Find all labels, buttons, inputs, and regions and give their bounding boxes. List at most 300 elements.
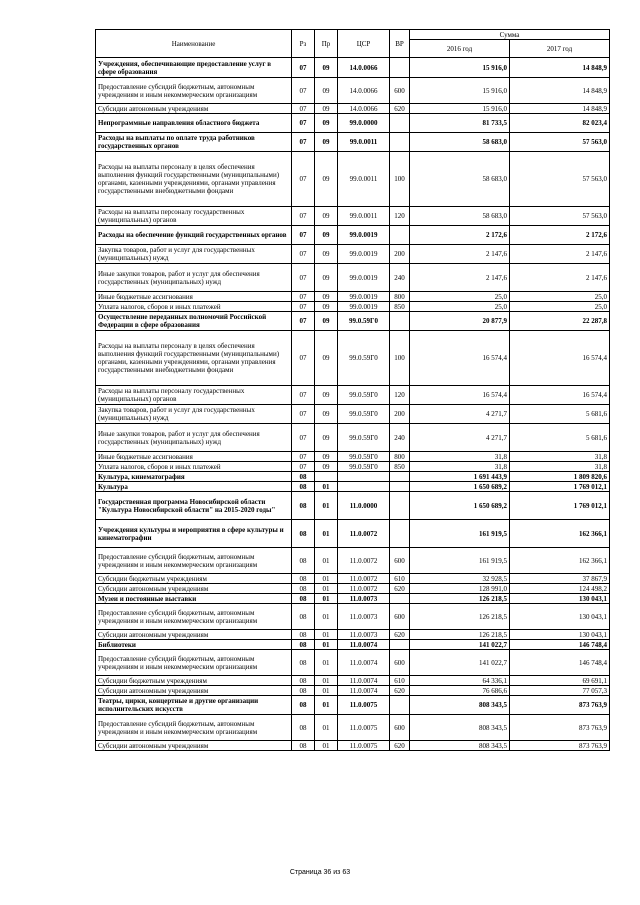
table-row (96, 386, 610, 405)
row-vr (390, 472, 410, 482)
row-vr: 240 (390, 424, 410, 452)
table-row (96, 650, 610, 676)
header-year-2016: 2016 год (410, 40, 510, 58)
row-name: Библиотеки (96, 640, 292, 650)
row-csr: 99.0.0019 (338, 226, 390, 245)
row-name: Субсидии автономным учреждениям (96, 630, 292, 640)
row-vr: 100 (390, 331, 410, 386)
table-row (96, 715, 610, 741)
row-rz: 08 (292, 594, 315, 604)
row-vr (390, 114, 410, 133)
row-sum-2017: 31,8 (510, 462, 610, 472)
row-sum-2017: 873 763,9 (510, 715, 610, 741)
row-csr: 11.0.0072 (338, 548, 390, 574)
row-name: Культура, кинематография (96, 472, 292, 482)
table-row (96, 226, 610, 245)
row-csr: 99.0.0011 (338, 207, 390, 226)
row-sum-2016: 126 218,5 (410, 594, 510, 604)
row-sum-2016: 15 916,0 (410, 58, 510, 78)
row-name: Предоставление субсидий бюджетным, автономным учреждениям и иным некоммерческим организациям (96, 548, 292, 574)
row-csr: 11.0.0073 (338, 604, 390, 630)
row-vr: 800 (390, 452, 410, 462)
row-name: Осуществление переданных полномочий Российской Федерации в сфере образования (96, 312, 292, 331)
row-sum-2017: 22 287,8 (510, 312, 610, 331)
row-sum-2017: 57 563,0 (510, 133, 610, 152)
table-row (96, 594, 610, 604)
row-sum-2016: 64 336,1 (410, 676, 510, 686)
row-pr: 09 (315, 386, 338, 405)
table-row (96, 114, 610, 133)
table-row (96, 245, 610, 264)
row-sum-2017: 146 748,4 (510, 640, 610, 650)
row-name: Субсидии бюджетным учреждениям (96, 676, 292, 686)
row-name: Иные закупки товаров, работ и услуг для обеспечения государственных (муниципальных) нужд (96, 264, 292, 292)
row-sum-2017: 16 574,4 (510, 331, 610, 386)
row-vr (390, 482, 410, 492)
row-sum-2017: 5 681,6 (510, 405, 610, 424)
row-name: Государственная программа Новосибирской области "Культура Новосибирской области" на 2015-2020 годы" (96, 492, 292, 520)
row-csr (338, 482, 390, 492)
row-csr: 99.0.59Г0 (338, 462, 390, 472)
row-rz: 07 (292, 78, 315, 104)
row-sum-2016: 141 022,7 (410, 640, 510, 650)
row-csr: 11.0.0000 (338, 492, 390, 520)
row-vr: 620 (390, 630, 410, 640)
row-sum-2017: 2 147,6 (510, 245, 610, 264)
row-vr: 610 (390, 676, 410, 686)
row-name: Субсидии автономным учреждениям (96, 686, 292, 696)
row-pr: 01 (315, 676, 338, 686)
row-name: Учреждения культуры и мероприятия в сфере культуры и кинематографии (96, 520, 292, 548)
row-pr: 01 (315, 640, 338, 650)
row-sum-2016: 76 686,6 (410, 686, 510, 696)
row-rz: 07 (292, 114, 315, 133)
row-sum-2016: 81 733,5 (410, 114, 510, 133)
row-rz: 08 (292, 482, 315, 492)
row-rz: 08 (292, 696, 315, 715)
row-name: Закупка товаров, работ и услуг для государственных (муниципальных) нужд (96, 245, 292, 264)
row-sum-2016: 58 683,0 (410, 133, 510, 152)
row-vr: 600 (390, 650, 410, 676)
row-pr: 01 (315, 741, 338, 751)
row-name: Иные закупки товаров, работ и услуг для обеспечения государственных (муниципальных) нужд (96, 424, 292, 452)
row-csr: 11.0.0075 (338, 741, 390, 751)
row-pr: 09 (315, 312, 338, 331)
row-vr (390, 226, 410, 245)
table-row (96, 472, 610, 482)
row-name: Расходы на выплаты по оплате труда работников государственных органов (96, 133, 292, 152)
row-pr: 01 (315, 650, 338, 676)
row-sum-2017: 162 366,1 (510, 548, 610, 574)
row-pr: 09 (315, 424, 338, 452)
row-rz: 08 (292, 640, 315, 650)
row-csr: 11.0.0074 (338, 676, 390, 686)
row-csr: 14.0.0066 (338, 58, 390, 78)
header-rz: Рз (292, 30, 315, 58)
row-name: Субсидии автономным учреждениям (96, 584, 292, 594)
row-sum-2017: 1 769 012,1 (510, 492, 610, 520)
row-csr: 11.0.0072 (338, 584, 390, 594)
row-csr: 11.0.0072 (338, 520, 390, 548)
row-name: Расходы на выплаты персоналу в целях обеспечения выполнения функций государственными (муниципальными) органами, казенными учреждениями, органами управления государственными внебюджетными фондами (96, 331, 292, 386)
row-sum-2017: 124 498,2 (510, 584, 610, 594)
table-row (96, 696, 610, 715)
row-sum-2016: 2 147,6 (410, 245, 510, 264)
row-pr: 09 (315, 264, 338, 292)
row-csr: 14.0.0066 (338, 78, 390, 104)
row-csr: 99.0.59Г0 (338, 386, 390, 405)
row-rz: 07 (292, 133, 315, 152)
row-pr: 09 (315, 104, 338, 114)
header-sum: Сумма (410, 30, 610, 40)
row-rz: 08 (292, 630, 315, 640)
row-name: Уплата налогов, сборов и иных платежей (96, 302, 292, 312)
row-rz: 08 (292, 492, 315, 520)
row-sum-2016: 808 343,5 (410, 696, 510, 715)
table-row (96, 152, 610, 207)
row-rz: 07 (292, 452, 315, 462)
row-rz: 07 (292, 152, 315, 207)
row-name: Субсидии автономным учреждениям (96, 741, 292, 751)
row-rz: 08 (292, 604, 315, 630)
table-body (96, 58, 610, 751)
row-sum-2016: 4 271,7 (410, 424, 510, 452)
row-csr: 99.0.0011 (338, 133, 390, 152)
row-sum-2016: 32 928,5 (410, 574, 510, 584)
row-csr: 11.0.0073 (338, 594, 390, 604)
row-vr: 120 (390, 386, 410, 405)
table-row (96, 640, 610, 650)
row-sum-2016: 1 691 443,9 (410, 472, 510, 482)
table-row (96, 574, 610, 584)
row-rz: 08 (292, 715, 315, 741)
row-rz: 07 (292, 424, 315, 452)
table-row (96, 630, 610, 640)
row-pr: 09 (315, 58, 338, 78)
row-sum-2017: 1 809 820,6 (510, 472, 610, 482)
row-pr: 01 (315, 630, 338, 640)
row-name: Предоставление субсидий бюджетным, автономным учреждениям и иным некоммерческим организациям (96, 715, 292, 741)
row-vr: 240 (390, 264, 410, 292)
header-name: Наименование (96, 30, 292, 58)
row-pr: 09 (315, 292, 338, 302)
table-row (96, 264, 610, 292)
header-vr: ВР (390, 30, 410, 58)
row-vr (390, 640, 410, 650)
table-row (96, 78, 610, 104)
row-name: Расходы на выплаты персоналу в целях обеспечения выполнения функций государственными (муниципальными) органами, казенными учреждениями, органами управления государственными внебюджетными фондами (96, 152, 292, 207)
row-csr: 99.0.0011 (338, 152, 390, 207)
row-sum-2016: 161 919,5 (410, 548, 510, 574)
row-pr: 09 (315, 452, 338, 462)
table-row (96, 482, 610, 492)
row-sum-2016: 58 683,0 (410, 152, 510, 207)
row-sum-2016: 16 574,4 (410, 331, 510, 386)
row-pr: 01 (315, 548, 338, 574)
row-rz: 08 (292, 472, 315, 482)
row-name: Закупка товаров, работ и услуг для государственных (муниципальных) нужд (96, 405, 292, 424)
row-sum-2017: 57 563,0 (510, 207, 610, 226)
row-name: Расходы на выплаты персоналу государственных (муниципальных) органов (96, 207, 292, 226)
row-sum-2017: 14 848,9 (510, 58, 610, 78)
row-csr: 99.0.0019 (338, 292, 390, 302)
row-sum-2016: 2 172,6 (410, 226, 510, 245)
table-row (96, 331, 610, 386)
row-vr: 100 (390, 152, 410, 207)
row-csr: 11.0.0074 (338, 640, 390, 650)
row-sum-2016: 25,0 (410, 292, 510, 302)
table-row (96, 424, 610, 452)
row-pr: 09 (315, 78, 338, 104)
header-pr: Пр (315, 30, 338, 58)
row-name: Предоставление субсидий бюджетным, автономным учреждениям и иным некоммерческим организациям (96, 604, 292, 630)
row-vr: 850 (390, 302, 410, 312)
row-csr: 99.0.0019 (338, 245, 390, 264)
row-sum-2017: 16 574,4 (510, 386, 610, 405)
page-footer: Страница 36 из 63 (289, 869, 351, 876)
row-pr: 01 (315, 482, 338, 492)
row-sum-2016: 141 022,7 (410, 650, 510, 676)
table-row (96, 492, 610, 520)
row-sum-2017: 2 147,6 (510, 264, 610, 292)
row-rz: 07 (292, 207, 315, 226)
row-name: Иные бюджетные ассигнования (96, 292, 292, 302)
row-rz: 07 (292, 331, 315, 386)
row-rz: 07 (292, 302, 315, 312)
row-vr (390, 312, 410, 331)
table-row (96, 548, 610, 574)
row-rz: 07 (292, 264, 315, 292)
row-vr: 600 (390, 548, 410, 574)
row-name: Иные бюджетные ассигнования (96, 452, 292, 462)
row-sum-2017: 57 563,0 (510, 152, 610, 207)
row-vr: 800 (390, 292, 410, 302)
row-vr: 620 (390, 104, 410, 114)
row-vr: 600 (390, 604, 410, 630)
row-csr: 99.0.0000 (338, 114, 390, 133)
row-name: Учреждения, обеспечивающие предоставление услуг в сфере образования (96, 58, 292, 78)
row-rz: 08 (292, 574, 315, 584)
row-sum-2016: 161 919,5 (410, 520, 510, 548)
row-pr: 01 (315, 574, 338, 584)
table-row (96, 520, 610, 548)
row-name: Непрограммные направления областного бюджета (96, 114, 292, 133)
table-row (96, 292, 610, 302)
table-row (96, 741, 610, 751)
row-sum-2017: 5 681,6 (510, 424, 610, 452)
row-sum-2017: 873 763,9 (510, 696, 610, 715)
row-vr: 610 (390, 574, 410, 584)
row-sum-2017: 2 172,6 (510, 226, 610, 245)
row-vr: 200 (390, 245, 410, 264)
row-csr: 11.0.0074 (338, 686, 390, 696)
row-csr (338, 472, 390, 482)
row-rz: 07 (292, 462, 315, 472)
row-rz: 07 (292, 405, 315, 424)
row-pr (315, 472, 338, 482)
row-pr: 01 (315, 696, 338, 715)
row-rz: 08 (292, 676, 315, 686)
row-rz: 08 (292, 548, 315, 574)
row-name: Субсидии бюджетным учреждениям (96, 574, 292, 584)
header-year-2017: 2017 год (510, 40, 610, 58)
row-rz: 08 (292, 741, 315, 751)
row-vr: 200 (390, 405, 410, 424)
table-row (96, 58, 610, 78)
row-pr: 09 (315, 245, 338, 264)
row-vr: 600 (390, 715, 410, 741)
row-sum-2017: 25,0 (510, 292, 610, 302)
row-rz: 07 (292, 312, 315, 331)
row-sum-2016: 20 877,9 (410, 312, 510, 331)
row-vr: 620 (390, 741, 410, 751)
row-sum-2016: 15 916,0 (410, 78, 510, 104)
row-csr: 11.0.0075 (338, 696, 390, 715)
row-csr: 11.0.0072 (338, 574, 390, 584)
row-sum-2016: 25,0 (410, 302, 510, 312)
row-sum-2016: 126 218,5 (410, 604, 510, 630)
row-sum-2016: 2 147,6 (410, 264, 510, 292)
table-row (96, 452, 610, 462)
row-sum-2017: 146 748,4 (510, 650, 610, 676)
row-vr (390, 133, 410, 152)
row-sum-2017: 77 057,3 (510, 686, 610, 696)
table-row (96, 686, 610, 696)
row-name: Уплата налогов, сборов и иных платежей (96, 462, 292, 472)
row-sum-2017: 14 848,9 (510, 78, 610, 104)
row-sum-2016: 808 343,5 (410, 741, 510, 751)
row-pr: 01 (315, 715, 338, 741)
table-row (96, 312, 610, 331)
row-sum-2016: 1 650 689,2 (410, 482, 510, 492)
row-pr: 01 (315, 520, 338, 548)
row-rz: 07 (292, 386, 315, 405)
row-csr: 11.0.0074 (338, 650, 390, 676)
row-sum-2017: 25,0 (510, 302, 610, 312)
table-row (96, 604, 610, 630)
row-name: Расходы на обеспечение функций государственных органов (96, 226, 292, 245)
row-sum-2016: 4 271,7 (410, 405, 510, 424)
row-csr: 99.0.59Г0 (338, 452, 390, 462)
table-row (96, 104, 610, 114)
row-vr (390, 492, 410, 520)
row-sum-2017: 82 023,4 (510, 114, 610, 133)
table-row (96, 462, 610, 472)
row-pr: 09 (315, 152, 338, 207)
row-pr: 09 (315, 226, 338, 245)
row-sum-2016: 16 574,4 (410, 386, 510, 405)
row-sum-2017: 130 043,1 (510, 630, 610, 640)
row-csr: 99.0.0019 (338, 264, 390, 292)
row-pr: 09 (315, 114, 338, 133)
row-name: Театры, цирки, концертные и другие организации исполнительских искусств (96, 696, 292, 715)
row-sum-2017: 130 043,1 (510, 604, 610, 630)
row-pr: 01 (315, 604, 338, 630)
row-csr: 99.0.59Г0 (338, 405, 390, 424)
table-row (96, 133, 610, 152)
row-name: Субсидии автономным учреждениям (96, 104, 292, 114)
row-sum-2016: 1 650 689,2 (410, 492, 510, 520)
row-sum-2016: 808 343,5 (410, 715, 510, 741)
row-rz: 07 (292, 104, 315, 114)
row-csr: 11.0.0073 (338, 630, 390, 640)
row-rz: 08 (292, 686, 315, 696)
row-name: Культура (96, 482, 292, 492)
row-name: Предоставление субсидий бюджетным, автономным учреждениям и иным некоммерческим организациям (96, 650, 292, 676)
row-rz: 07 (292, 226, 315, 245)
row-csr: 11.0.0075 (338, 715, 390, 741)
row-vr: 120 (390, 207, 410, 226)
row-pr: 01 (315, 584, 338, 594)
table-row (96, 207, 610, 226)
row-pr: 09 (315, 133, 338, 152)
row-pr: 09 (315, 302, 338, 312)
budget-document (95, 29, 609, 751)
budget-table (95, 29, 610, 751)
row-pr: 09 (315, 462, 338, 472)
row-sum-2016: 126 218,5 (410, 630, 510, 640)
row-csr: 99.0.59Г0 (338, 312, 390, 331)
row-pr: 01 (315, 492, 338, 520)
row-vr (390, 594, 410, 604)
row-vr (390, 520, 410, 548)
row-vr: 600 (390, 78, 410, 104)
row-sum-2017: 69 691,1 (510, 676, 610, 686)
row-sum-2016: 128 991,0 (410, 584, 510, 594)
row-name: Расходы на выплаты персоналу государственных (муниципальных) органов (96, 386, 292, 405)
row-vr: 850 (390, 462, 410, 472)
row-csr: 99.0.0019 (338, 302, 390, 312)
row-vr: 620 (390, 686, 410, 696)
row-pr: 09 (315, 331, 338, 386)
row-rz: 08 (292, 584, 315, 594)
table-row (96, 302, 610, 312)
row-sum-2016: 58 683,0 (410, 207, 510, 226)
row-pr: 01 (315, 594, 338, 604)
row-rz: 07 (292, 292, 315, 302)
row-sum-2017: 1 769 012,1 (510, 482, 610, 492)
row-rz: 08 (292, 650, 315, 676)
row-pr: 09 (315, 405, 338, 424)
row-csr: 99.0.59Г0 (338, 424, 390, 452)
row-sum-2017: 873 763,9 (510, 741, 610, 751)
row-sum-2016: 31,8 (410, 452, 510, 462)
row-rz: 08 (292, 520, 315, 548)
row-rz: 07 (292, 245, 315, 264)
row-sum-2016: 31,8 (410, 462, 510, 472)
row-sum-2017: 31,8 (510, 452, 610, 462)
row-vr (390, 696, 410, 715)
row-sum-2017: 14 848,9 (510, 104, 610, 114)
table-row (96, 676, 610, 686)
row-pr: 09 (315, 207, 338, 226)
row-sum-2016: 15 916,0 (410, 104, 510, 114)
row-rz: 07 (292, 58, 315, 78)
header-csr: ЦСР (338, 30, 390, 58)
row-pr: 01 (315, 686, 338, 696)
row-sum-2017: 130 043,1 (510, 594, 610, 604)
table-row (96, 584, 610, 594)
row-sum-2017: 37 867,9 (510, 574, 610, 584)
row-name: Музеи и постоянные выставки (96, 594, 292, 604)
row-csr: 99.0.59Г0 (338, 331, 390, 386)
row-csr: 14.0.0066 (338, 104, 390, 114)
row-sum-2017: 162 366,1 (510, 520, 610, 548)
table-row (96, 405, 610, 424)
row-vr: 620 (390, 584, 410, 594)
row-vr (390, 58, 410, 78)
row-name: Предоставление субсидий бюджетным, автономным учреждениям и иным некоммерческим организациям (96, 78, 292, 104)
